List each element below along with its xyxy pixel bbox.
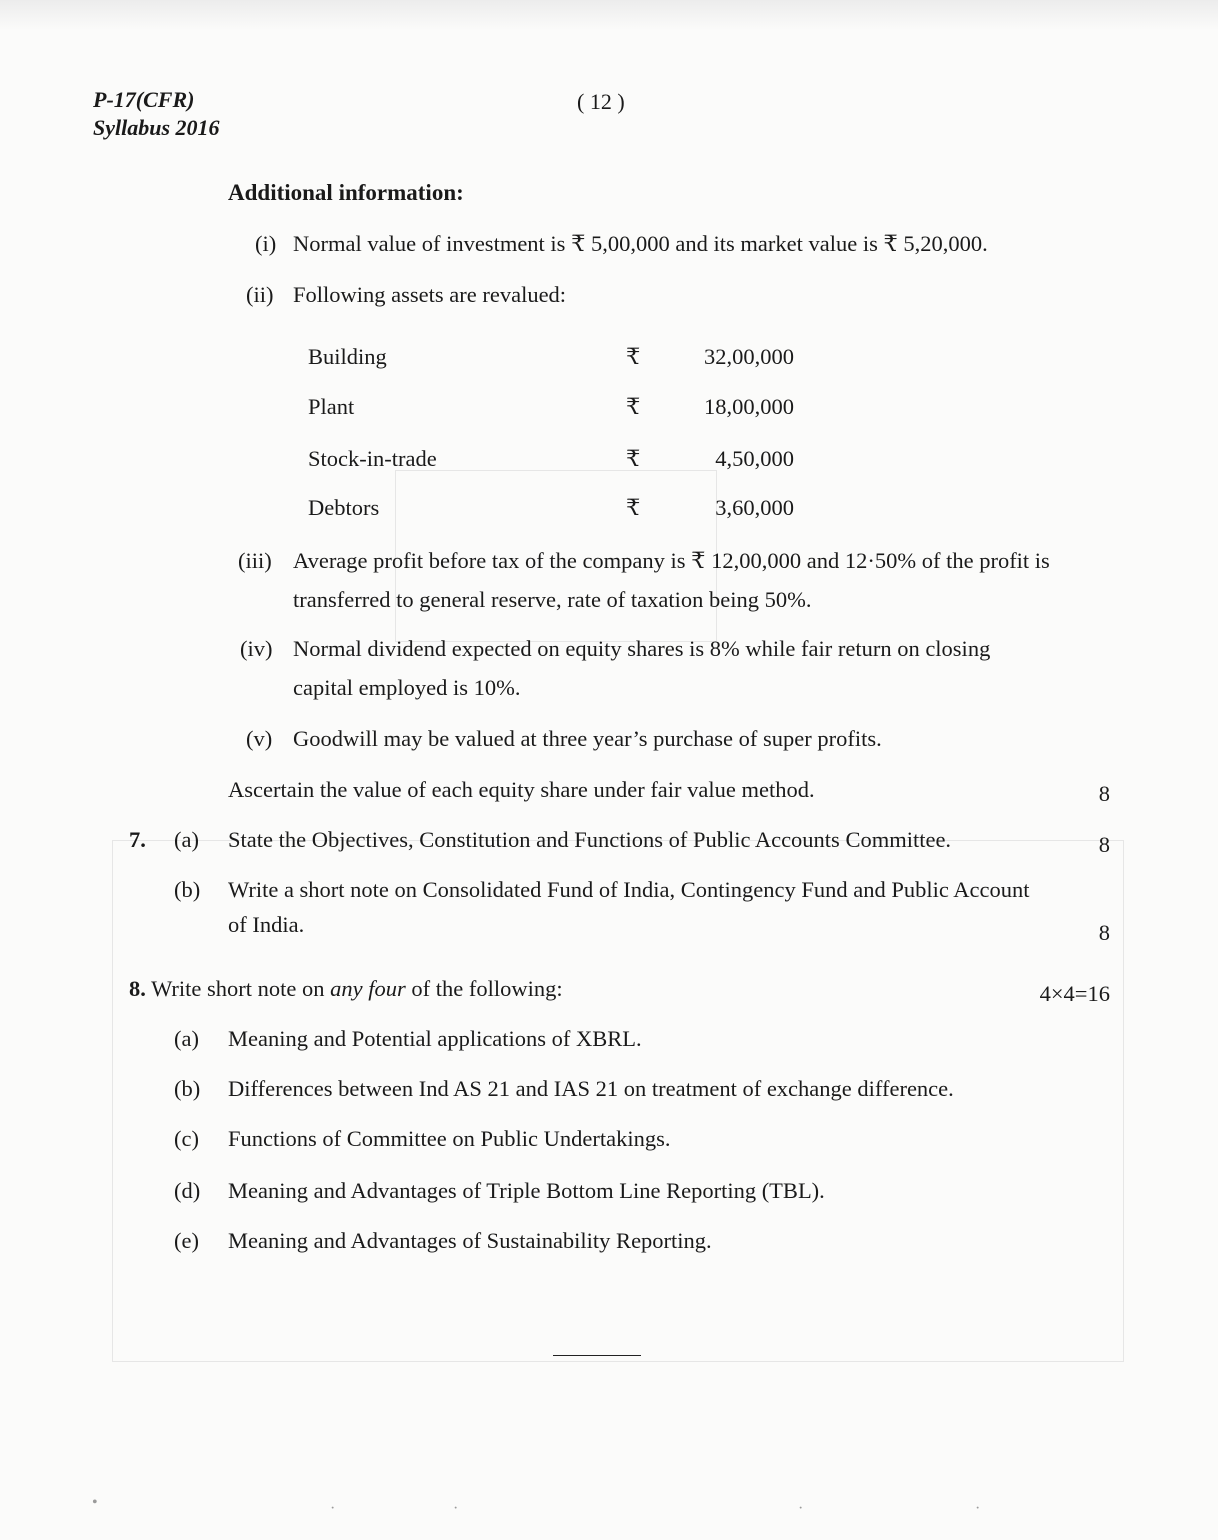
sub-question-text: Write a short note on Consolidated Fund of India, Contingency Fund and Public Account <box>228 877 1030 902</box>
sub-question-text: Meaning and Potential applications of XBRL. <box>228 1026 642 1051</box>
item-text: transferred to general reserve, rate of taxation being 50%. <box>293 587 812 612</box>
item-number: (iv) <box>240 636 273 661</box>
item-text: Average profit before tax of the company is ₹ 12,00,000 and 12·50% of the profit is <box>293 548 1050 573</box>
scan-speck: · <box>975 1500 981 1517</box>
question-number: 8. <box>129 976 146 1001</box>
rupee-symbol: ₹ <box>626 344 641 369</box>
end-of-page-rule <box>553 1355 641 1356</box>
item-number: (iii) <box>238 548 272 573</box>
marks: 4×4=16 <box>1039 981 1110 1006</box>
item-text: Following assets are revalued: <box>293 282 567 307</box>
sub-question-label: (e) <box>174 1228 199 1253</box>
sub-question-text: of India. <box>228 912 305 937</box>
asset-value: 32,00,000 <box>704 344 794 369</box>
sub-question-text: Functions of Committee on Public Undertakings. <box>228 1126 671 1151</box>
item-text: Normal dividend expected on equity shares is 8% while fair return on closing <box>293 636 991 661</box>
asset-value: 4,50,000 <box>715 446 794 471</box>
sub-question-label: (b) <box>174 877 201 902</box>
item-text: Normal value of investment is ₹ 5,00,000 and its market value is ₹ 5,20,000. <box>293 231 988 256</box>
question-8-stem <box>129 978 563 1001</box>
additional-info-heading: Additional information: <box>228 180 464 205</box>
marks: 8 <box>1098 781 1110 806</box>
sub-question-text: Meaning and Advantages of Sustainability Reporting. <box>228 1228 712 1253</box>
question-emphasis: any four <box>330 976 406 1001</box>
rupee-symbol: ₹ <box>626 495 641 520</box>
asset-name: Stock-in-trade <box>308 446 437 471</box>
item-number: (i) <box>255 231 277 256</box>
question-number: 7. <box>129 827 146 852</box>
scan-speck: • <box>92 1494 98 1511</box>
item-number: (v) <box>246 726 273 751</box>
sub-question-label: (c) <box>174 1126 199 1151</box>
sub-question-text: Differences between Ind AS 21 and IAS 21 on treatment of exchange difference. <box>228 1076 954 1101</box>
scan-speck: · <box>798 1500 804 1517</box>
scan-speck: · <box>453 1500 459 1517</box>
sub-question-text: Meaning and Advantages of Triple Bottom Line Reporting (TBL). <box>228 1178 825 1203</box>
asset-value: 3,60,000 <box>715 495 794 520</box>
rupee-symbol: ₹ <box>626 394 641 419</box>
asset-name: Plant <box>308 394 355 419</box>
paper-code: P-17(CFR) <box>93 87 195 112</box>
sub-question-label: (d) <box>174 1178 201 1203</box>
scan-shadow <box>0 0 1218 30</box>
item-text: Goodwill may be valued at three year’s purchase of super profits. <box>293 726 882 751</box>
scan-speck: · <box>330 1500 336 1517</box>
item-number: (ii) <box>246 282 274 307</box>
page-number: ( 12 ) <box>577 89 625 114</box>
question-text: of the following: <box>411 976 563 1001</box>
asset-name: Building <box>308 344 387 369</box>
sub-question-text: State the Objectives, Constitution and Functions of Public Accounts Committee. <box>228 827 952 852</box>
sub-question-label: (a) <box>174 827 199 852</box>
rupee-symbol: ₹ <box>626 446 641 471</box>
asset-value: 18,00,000 <box>704 394 794 419</box>
marks: 8 <box>1098 920 1110 945</box>
sub-question-label: (b) <box>174 1076 201 1101</box>
question-task: Ascertain the value of each equity share under fair value method. <box>228 777 815 802</box>
marks: 8 <box>1098 832 1110 857</box>
syllabus-year: Syllabus 2016 <box>93 115 220 140</box>
asset-name: Debtors <box>308 495 380 520</box>
item-text: capital employed is 10%. <box>293 675 521 700</box>
question-text: Write short note on <box>151 976 325 1001</box>
sub-question-label: (a) <box>174 1026 199 1051</box>
